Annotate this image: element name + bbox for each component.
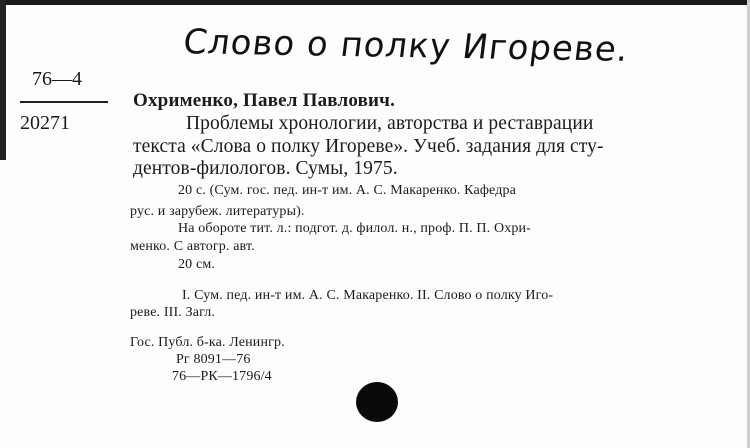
title-line-3: дентов-филологов. Сумы, 1975.	[133, 158, 398, 179]
collation-line-4: менко. С автогр. авт.	[130, 239, 255, 254]
collation-line-5: 20 см.	[178, 257, 215, 272]
library-line-1: Гос. Публ. б-ка. Ленингр.	[130, 335, 285, 350]
call-number-divider	[20, 101, 108, 103]
call-number-bottom: 20271	[20, 112, 70, 134]
collation-line-3: На обороте тит. л.: подгот. д. филол. н., проф. П. П. Охри-	[178, 221, 531, 236]
library-line-3: 76—РК—1796/4	[172, 369, 272, 384]
handwritten-title: Слово о полку Игореве.	[180, 22, 632, 70]
author-heading: Охрименко, Павел Павлович.	[133, 90, 396, 111]
collation-line-2: рус. и зарубеж. литературы).	[130, 204, 305, 219]
title-line-1: Проблемы хронологии, авторства и реставрации	[186, 113, 594, 134]
card-top-edge	[0, 0, 750, 5]
call-number-top: 76—4	[32, 68, 82, 90]
tracing-line-1: I. Сум. пед. ин-т им. А. С. Макаренко. II. Слово о полку Иго-	[182, 288, 554, 303]
collation-line-1: 20 с. (Сум. гос. пед. ин-т им. А. С. Макаренко. Кафедра	[178, 183, 517, 198]
title-line-2: текста «Слова о полку Игореве». Учеб. задания для сту-	[133, 136, 604, 157]
library-line-2: Рг 8091—76	[176, 352, 251, 367]
tracing-line-2: реве. III. Загл.	[130, 305, 216, 320]
card-left-edge	[0, 0, 6, 160]
ink-blot	[356, 382, 398, 422]
